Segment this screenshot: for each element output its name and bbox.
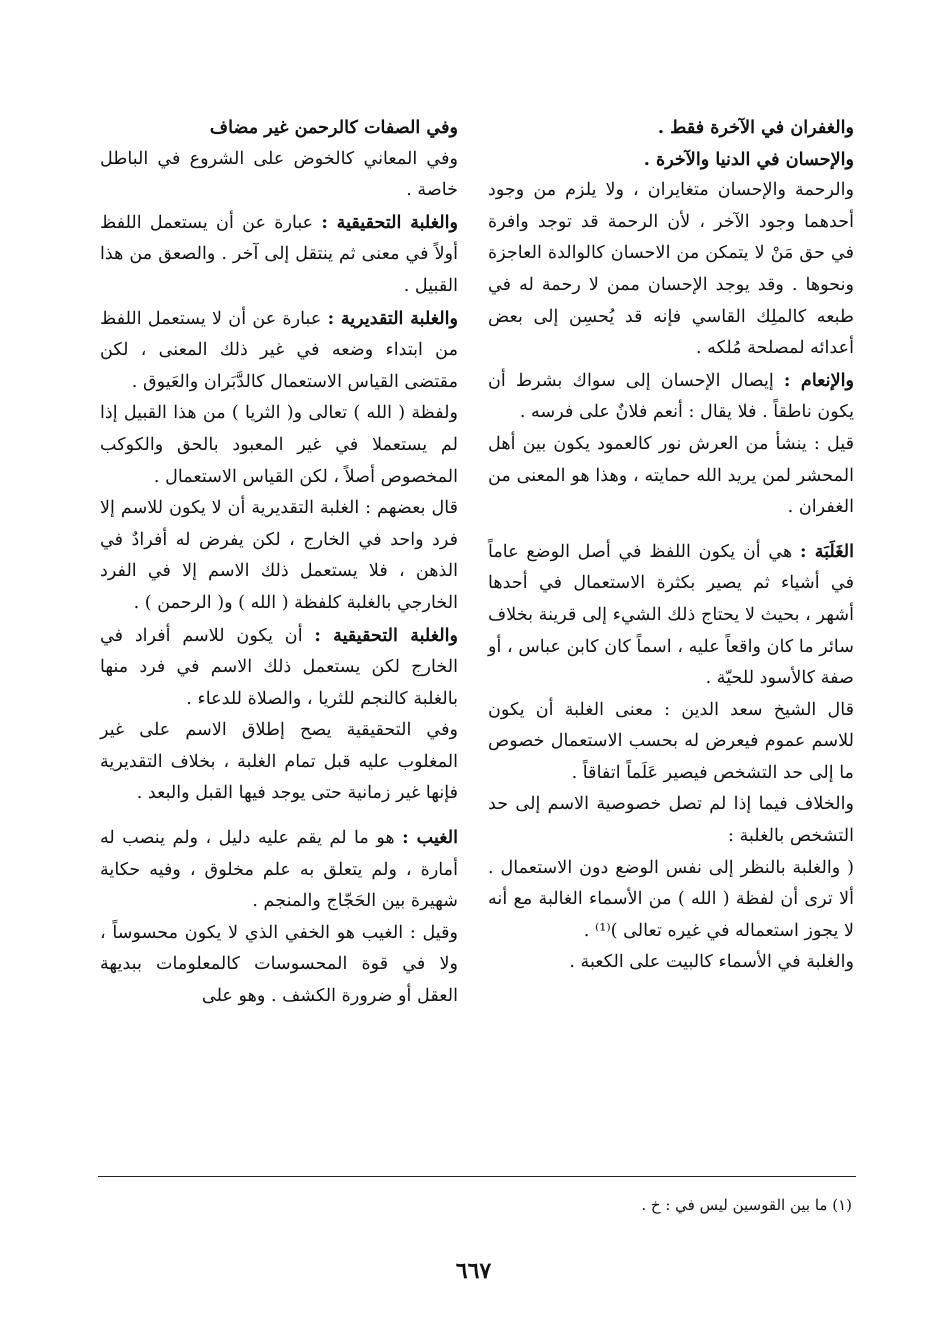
paragraph	[488, 536, 854, 695]
footnote-divider	[98, 1176, 856, 1177]
term-heading: والغلبة التحقيقية :	[314, 624, 458, 646]
paragraph: وفي التحقيقية يصح إطلاق الاسم على غير المغلوب عليه قبل تمام الغلبة ، بخلاف التقديرية فإنها غير زمانية حتى يوجد فيها القبل والبعد .	[100, 720, 458, 804]
paragraph: والغلبة في الأسماء كالبيت على الكعبة .	[569, 952, 854, 973]
definition-text: هي أن يكون اللفظ في أصل الوضع عاماً في أشياء ثم يصير بكثرة الاستعمال في أحدها أشهر ، بحيث لا يحتاج ذلك الشيء إلى قرينة بخلاف سائر ما كان واقعاً عليه ، اسماً كان كابن عباس ، أو صفة كالأسود للحيّة .	[488, 541, 854, 689]
term-heading: والغلبة التقديرية :	[327, 307, 459, 329]
definition-text: عبارة عن أن يستعمل اللفظ أولاً في معنى ثم ينتقل إلى آخر . والصعق من هذا القبيل .	[100, 212, 458, 296]
paragraph: قال الشيخ سعد الدين : معنى الغلبة أن يكون للاسم عموم فيعرض له بحسب الاستعمال خصوص ما إلى حد التشخص فيصير عَلَماً اتفاقاً .	[488, 699, 854, 783]
paragraph: والخلاف فيما إذا لم تصل خصوصية الاسم إلى حد التشخص بالغلبة :	[488, 794, 854, 847]
definition-text: إيصال الإحسان إلى سواك بشرط أن يكون ناطقاً . فلا يقال : أنعم فلانٌ على فرسه .	[488, 370, 854, 423]
paragraph: وفي الصفات كالرحمن غير مضاف	[209, 117, 458, 138]
paragraph	[100, 620, 458, 716]
paragraph: والغفران في الآخرة فقط .	[657, 117, 854, 138]
paragraph: والإحسان في الدنيا والآخرة .	[643, 148, 854, 170]
paragraph	[100, 303, 458, 399]
term-heading: الغيب :	[402, 827, 458, 849]
paragraph: قال بعضهم : الغلبة التقديرية أن لا يكون للاسم إلا فرد واحد في الخارج ، لكن يفرض له أفرادٌ في الذهن ، فلا يستعمل ذلك الاسم إلا في الفرد الخارجي بالغلبة كلفظة ( الله ) و( الرحمن ) .	[100, 498, 458, 613]
right-column	[488, 112, 854, 979]
paragraph: ولفظة ( الله ) تعالى و( الثريا ) من هذا القبيل إذا لم يستعملا في غير المعبود بالحق والكوكب المخصوص أصلاً ، لكن القياس الاستعمال .	[100, 403, 458, 487]
definition-text: عبارة عن أن لا يستعمل اللفظ من ابتداء وضعه في غير ذلك المعنى ، لكن مقتضى القياس الاستعمال كالدَّبَران والعَيوق .	[100, 308, 458, 392]
page-number: ٦٦٧	[455, 1258, 492, 1284]
definition-text: هو ما لم يقم عليه دليل ، ولم ينصب له أمارة ، ولم يتعلق به علم مخلوق ، وفيه حكاية شهيرة بين الحَجّاج والمنجم .	[100, 828, 458, 912]
term-heading: والغلبة التحقيقية :	[321, 211, 458, 233]
paragraph	[488, 365, 854, 429]
paragraph: قيل : ينشأ من العرش نور كالعمود يكون بين أهل المحشر لمن يريد الله حمايته ، وهذا هو المعنى من الغفران .	[488, 433, 854, 518]
paragraph: وقيل : الغيب هو الخفي الذي لا يكون محسوساً ، ولا في قوة المحسوسات كالمعلومات ببديهة العقل أو ضرورة الكشف . وهو على	[100, 922, 458, 1007]
paragraph	[100, 207, 458, 303]
footnote: (١) ما بين القوسين ليس في : خ .	[641, 1196, 852, 1214]
term-heading: والإنعام :	[783, 369, 854, 391]
definition-text: أن يكون للاسم أفراد في الخارج لكن يستعمل ذلك الاسم في فرد منها بالغلبة كالنجم للثريا ، والصلاة للدعاء .	[100, 625, 458, 709]
left-column	[100, 112, 458, 1013]
term-heading: الغَلَبَة :	[799, 540, 854, 562]
paragraph: والرحمة والإحسان متغايران ، ولا يلزم من وجود أحدهما وجود الآخر ، لأن الرحمة قد توجد وافرة في حق مَنْ لا يتمكن من الاحسان كالوالدة العاجزة ونحوها . وقد يوجد الإحسان ممن لا رحمة له في طبعه كالملِك القاسي فإنه قد يُحسِن إلى بعض أعدائه لمصلحة مُلكه .	[488, 180, 854, 359]
paragraph: وفي المعاني كالخوض على الشروع في الباطل خاصة .	[100, 148, 458, 201]
paragraph: ( والغلبة بالنظر إلى نفس الوضع دون الاستعمال . ألا ترى أن لفظة ( الله ) من الأسماء الغالبة مع أنه لا يجوز استعماله في غيره تعالى )⁽¹⁾ .	[488, 857, 854, 941]
paragraph	[100, 822, 458, 918]
